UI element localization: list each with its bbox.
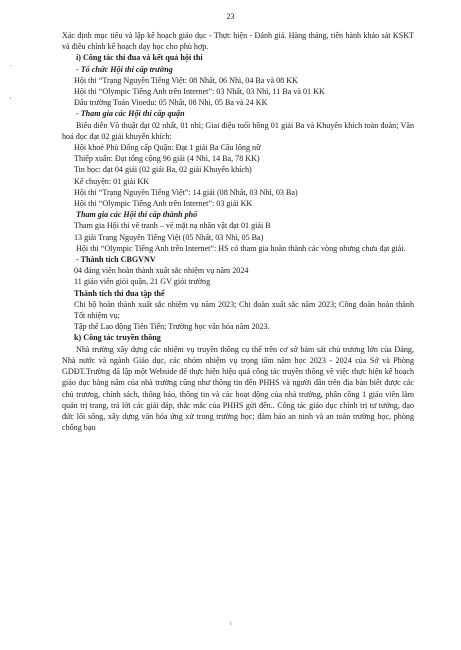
paragraph: Chi bộ hoàn thành xuất sắc nhiệm vụ năm 2023; Chi đoàn xuất sắc năm 2023; Công đoàn hoàn thành Tốt nhiệm vụ; xyxy=(74,299,414,321)
margin-mark: ' xyxy=(10,96,12,104)
document-body xyxy=(62,30,414,433)
paragraph: 13 giải Trạng Nguyên Tiếng Việt (05 Nhất, 03 Nhì, 05 Ba) xyxy=(74,232,264,242)
paragraph: Tin học: đạt 04 giải (02 giải Ba, 02 giải Khuyến khích) xyxy=(74,165,252,175)
paragraph: Biểu diễn Võ thuật đạt 02 nhất, 01 nhì; Giai điệu tuổi hồng 01 giải Ba và Khuyến khích toàn đoàn; Văn hoá đọc đạt 02 giải khuyến khích: xyxy=(62,120,414,141)
paragraph: Nhà trường xây dựng các nhiệm vụ truyền thông cụ thể trên cơ sở bám sát chủ trương lớn của Đảng, Nhà nước và ngành Giáo dục, các nhóm nhiệm vụ trọng tâm năm học 2023 - 2024 của Sở và Phòng GDĐT.Trường đã lập một Webside để thực hiện hiệu quả công tác truyền thông về việc thực hiện kế hoạch giáo dục hàng năm của nhà trường cũng như thông tin đến PHHS và người dân trên địa bàn biết được các chủ trương, chính sách, thông báo, thông tin và các hoạt động của nhà trường, phân công 1 giáo viên làm quản trị trang, trả lời các giải đáp, thắc mắc của PHHS gửi đến.. Công tác giáo dục chính trị tư tưởng, đạo đức lối sống, xây dựng văn hóa ứng xử trong trường học; đảm bảo an ninh và an toàn trường học, phòng chống bạo xyxy=(62,344,414,433)
footer-mark: i xyxy=(230,621,232,627)
section-heading: k) Công tác truyền thông xyxy=(74,333,161,343)
paragraph: Xác định mục tiêu và lập kế hoạch giáo dục - Thực hiện - Đánh giá. Hàng tháng, tiến hành khảo sát KSKT và điều chỉnh kế hoạch dạy học cho phù hợp. xyxy=(62,31,414,52)
section-heading: - Thành tích CBGVNV xyxy=(76,255,156,265)
paragraph: Hội khoẻ Phù Đổng cấp Quận: Đạt 1 giải Ba Cầu lông nữ xyxy=(74,143,261,153)
paragraph: Kể chuyện: 01 giải KK xyxy=(74,176,150,186)
paragraph: Thiếp xuân: Đạt tổng cộng 96 giải (4 Nhì, 14 Ba, 78 KK) xyxy=(74,154,260,164)
paragraph: Tập thể Lao động Tiên Tiến; Trường học văn hóa năm 2023. xyxy=(74,322,270,332)
paragraph: Hội thi “Trạng Nguyên Tiếng Việt: 08 Nhất, 06 Nhì, 04 Ba và 08 KK xyxy=(74,75,298,85)
paragraph: Đấu trường Toán Vioedu: 05 Nhất, 08 Nhì, 05 Ba và 24 KK xyxy=(74,98,268,108)
margin-mark: . xyxy=(10,60,12,68)
section-heading: i) Công tác thi đua và kết quả hội thi xyxy=(76,53,203,63)
paragraph: Hội thi “Olympic Tiếng Anh trên Internet”: 03 giải KK xyxy=(74,199,253,209)
paragraph: Hội thi “Olympic Tiếng Anh trên Internet”: HS có tham gia hoàn thành các vòng nhưng chưa đạt giải. xyxy=(76,243,406,253)
page-number: 23 xyxy=(226,12,235,21)
section-heading: - Tham gia các Hội thi cấp quận xyxy=(76,109,185,119)
section-heading: - Tổ chức Hội thi cấp trường xyxy=(76,64,173,74)
paragraph: Tham gia Hội thi vẽ tranh – vẽ mặt nạ nhân vật đạt 01 giải B xyxy=(74,221,271,231)
section-heading: Thành tích thi đua tập thể xyxy=(74,288,165,298)
section-heading: Tham gia các Hội thi cấp thành phố xyxy=(76,210,198,220)
paragraph: 11 giáo viên giỏi quận, 21 GV giỏi trường xyxy=(74,277,211,287)
paragraph: 04 đảng viên hoàn thành xuất sắc nhiệm vụ năm 2024 xyxy=(74,266,249,276)
paragraph: Hội thi “Trạng Nguyên Tiếng Việt”: 14 giải (08 Nhất, 03 Nhì, 03 Ba) xyxy=(74,187,298,197)
paragraph: Hội thi “Olympic Tiếng Anh trên Internet”: 03 Nhất, 03 Nhì, 11 Ba và 01 KK xyxy=(74,87,325,97)
